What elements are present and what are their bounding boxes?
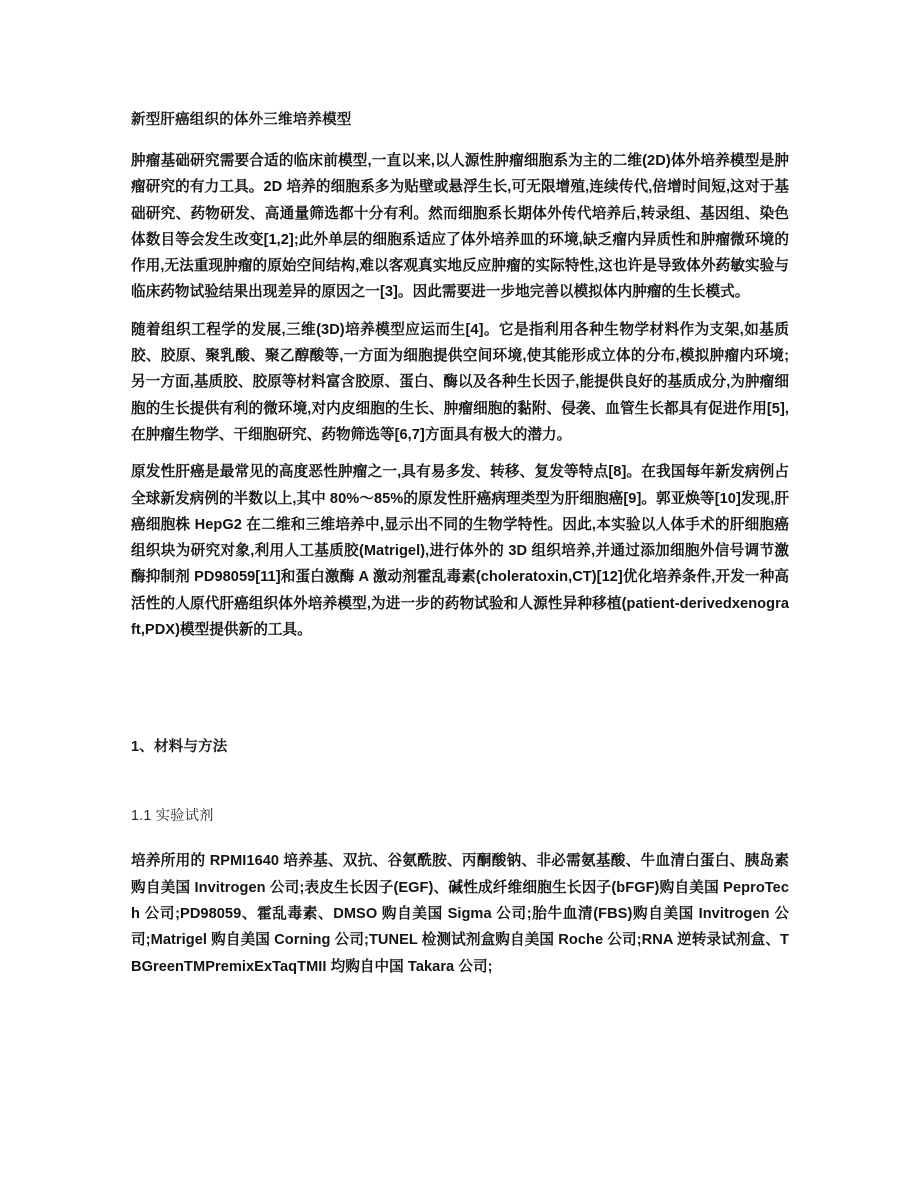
paragraph-intro-3: 原发性肝癌是最常见的高度恶性肿瘤之一,具有易多发、转移、复发等特点[8]。在我国每年新发病例占全球新发病例的半数以上,其中 80%～85%的原发性肝癌病理类型为肝细胞癌[9]。郭亚焕等[10]发现,肝癌细胞株 HepG2 在二维和三维培养中,显示出不同的生物学特性。因此,本实验以人体手术的肝细胞癌组织块为研究对象,利用人工基质胶(Matrigel),进行体外的 3D 组织培养,并通过添加细胞外信号调节激酶抑制剂 PD98059[11]和蛋白激酶 A 激动剂霍乱毒素(choleratoxin,CT)[12]优化培养条件,开发一种高活性的人原代肝癌组织体外培养模型,为进一步的药物试验和人源性异种移植(patient-derivedxenograft,PDX)模型提供新的工具。 xyxy=(131,464,789,639)
paragraph-reagents: 培养所用的 RPMI1640 培养基、双抗、谷氨酰胺、丙酮酸钠、非必需氨基酸、牛血清白蛋白、胰岛素购自美国 Invitrogen 公司;表皮生长因子(EGF)、碱性成纤维细胞生长因子(bFGF)购自美国 PeproTech 公司;PD98059、霍乱毒素、DMSO 购自美国 Sigma 公司;胎牛血清(FBS)购自美国 Invitrogen 公司;Matrigel 购自美国 Corning 公司;TUNEL 检测试剂盒购自美国 Roche 公司;RNA 逆转录试剂盒、TBGreenTMPremixExTaqTMII 均购自中国 Takara 公司; xyxy=(131,853,789,975)
document-content-column xyxy=(131,110,789,980)
heading-gap xyxy=(131,758,789,805)
paragraph-intro-1: 肿瘤基础研究需要合适的临床前模型,一直以来,以人源性肿瘤细胞系为主的二维(2D)体外培养模型是肿瘤研究的有力工具。2D 培养的细胞系多为贴壁或悬浮生长,可无限增殖,连续传代,倍增时间短,这对于基础研究、药物研发、高通量筛选都十分有利。然而细胞系长期体外传代培养后,转录组、基因组、染色体数目等会发生改变[1,2];此外单层的细胞系适应了体外培养皿的环境,缺乏瘤内异质性和肿瘤微环境的作用,无法重现肿瘤的原始空间结构,难以客观真实地反应肿瘤的实际特性,这也许是导致体外药敏实验与临床药物试验结果出现差异的原因之一[3]。因此需要进一步地完善以模拟体内肿瘤的生长模式。 xyxy=(131,153,789,301)
page-title: 新型肝癌组织的体外三维培养模型 xyxy=(131,112,352,128)
subheading-gap xyxy=(131,827,789,848)
section-heading-materials-and-methods: 1、材料与方法 xyxy=(131,739,228,756)
paragraph-intro-2: 随着组织工程学的发展,三维(3D)培养模型应运而生[4]。它是指利用各种生物学材料作为支架,如基质胶、胶原、聚乳酸、聚乙醇酸等,一方面为细胞提供空间环境,使其能形成立体的分布,模拟肿瘤内环境;另一方面,基质胶、胶原等材料富含胶原、蛋白、酶以及各种生长因子,能提供良好的基质成分,为肿瘤细胞的生长提供有利的微环境,对内皮细胞的生长、肿瘤细胞的黏附、侵袭、血管生长都具有促进作用[5],在肿瘤生物学、干细胞研究、药物筛选等[6,7]方面具有极大的潜力。 xyxy=(131,321,789,443)
subsection-heading-reagents: 1.1 实验试剂 xyxy=(131,808,214,825)
section-spacer xyxy=(131,654,789,736)
